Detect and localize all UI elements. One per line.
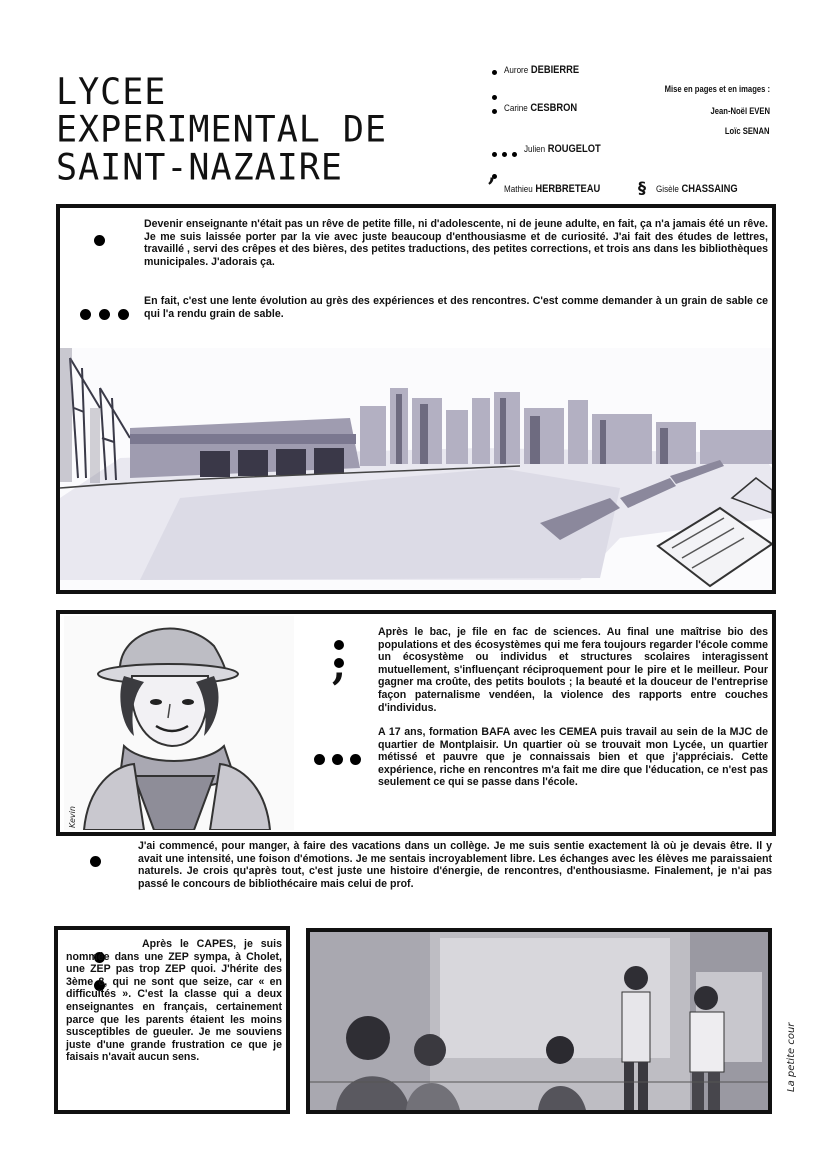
credits-name: Jean-Noël EVEN xyxy=(710,106,770,116)
author-last: HERBRETEAU xyxy=(535,183,601,195)
panel-capes xyxy=(54,926,290,1114)
title-line: SAINT-NAZAIRE xyxy=(56,146,343,189)
semicolon-mark: , xyxy=(332,642,346,689)
author-name xyxy=(504,102,577,114)
title-line: LYCEE xyxy=(56,71,167,114)
author-mark xyxy=(512,152,517,157)
panel-harbor xyxy=(56,204,776,594)
ellipsis-dot xyxy=(99,309,110,320)
panel-text: Après le CAPES, je suis nommée dans une ZEP sympa, à Cholet, une ZEP pas trop ZEP quoi. J'hérite des 3ème 8, qui ne sont que seize, car « en difficultés ». C'est la classe qui a deux enseignantes en français, certainement parce que les parents étaient les moins susceptibles de gueuler. Je me souviens juste d'une grande frustration ce que je faisais n'avait aucun sens. xyxy=(66,938,282,1064)
author-mark xyxy=(492,95,497,100)
middle-text: J'ai commencé, pour manger, à faire des vacations dans un collège. Je me suis sentie exactement là où je devais être. Il y avait une intensité, une foison d'émotions. Je me sentais incroyablement libre. Les échanges avec les élèves me paraissaient naturels. Je crois qu'après tout, c'est juste une histoire d'énergie, de rencontres, d'enthousiasme. Finalement, je n'ai pas passé le concours de bibliothécaire mais celui de prof. xyxy=(138,840,772,890)
panel-text: Devenir enseignante n'était pas un rêve de petite fille, ni d'adolescente, ni de jeune adulte, en fait, ça n'a jamais été un rêve. Je me suis laissée porter par la vie avec juste beaucoup d'enthousiasme et de curiosité. J'ai fait des études de lettres, travaillé , servi des crêpes et des bières, des petites traductions, des petites corrections, et trois ans dans les bibliothèques municipales. J'adorais ça. xyxy=(144,218,768,268)
ellipsis-dot xyxy=(314,754,325,765)
author-name xyxy=(504,183,600,195)
ellipsis-dot xyxy=(332,754,343,765)
credits-name: Loïc SENAN xyxy=(725,126,770,136)
author-mark xyxy=(492,70,497,75)
ellipsis-dot xyxy=(118,309,129,320)
author-first: Julien xyxy=(524,144,546,155)
author-last: CHASSAING xyxy=(681,183,738,195)
artist-signature: Kevin xyxy=(68,806,77,828)
bullet-dot xyxy=(94,235,105,246)
page-title xyxy=(56,71,476,189)
classroom-illustration xyxy=(310,932,768,1110)
author-first: Carine xyxy=(504,103,528,114)
portrait-illustration xyxy=(64,616,294,830)
harbor-illustration xyxy=(60,348,772,590)
panel-text: En fait, c'est une lente évolution au grès des expériences et des rencontres. C'est comme demander à un grain de sable ce qui l'a rendu grain de sable. xyxy=(144,295,768,320)
credits-label: Mise en pages et en images : xyxy=(664,84,770,94)
author-mark xyxy=(492,152,497,157)
author-name xyxy=(656,183,738,195)
author-last: ROUGELOT xyxy=(547,143,601,155)
ellipsis-dot xyxy=(350,754,361,765)
panel-classroom xyxy=(306,928,772,1114)
author-first: Mathieu xyxy=(504,184,533,195)
author-mark xyxy=(502,152,507,157)
panel-portrait xyxy=(56,610,776,836)
author-first: Gisèle xyxy=(656,184,679,195)
section-mark: § xyxy=(638,178,646,197)
side-signature: La petite cour xyxy=(786,1022,797,1092)
author-name xyxy=(504,64,579,76)
author-name xyxy=(524,143,601,155)
panel-text: A 17 ans, formation BAFA avec les CEMEA puis travail au sein de la MJC de quartier de Montplaisir. Un quartier où se trouvait mon Lycée, un quartier métissé et pauvre que je connaissais bien et que j'appréciais. Cette expérience, riche en rencontres m'a fait me dire que l'éducation, ce n'est pas seulement ce qui se passe dans l'école. xyxy=(378,726,768,789)
bullet-dot xyxy=(90,856,101,867)
author-first: Aurore xyxy=(504,65,529,76)
author-mark: , xyxy=(488,161,496,187)
panel-text: Après le bac, je file en fac de sciences. Au final une maîtrise bio des populations et des écosystèmes qui me fera toujours regarder l'école comme un écosystème ou individus et structures scolaires interagissent mutuellement, s'influençant réciproquement pour le pire et le meilleur. Pour gagner ma croûte, des petits boulots ; la beauté et la douceur de l'entreprise façon paternalisme vendéen, la violence des rapports entre couches d'individus. xyxy=(378,626,768,714)
author-last: DEBIERRE xyxy=(530,64,580,76)
author-last: CESBRON xyxy=(530,102,578,114)
ellipsis-dot xyxy=(80,309,91,320)
author-mark xyxy=(492,109,497,114)
title-line: EXPERIMENTAL DE xyxy=(56,109,388,151)
